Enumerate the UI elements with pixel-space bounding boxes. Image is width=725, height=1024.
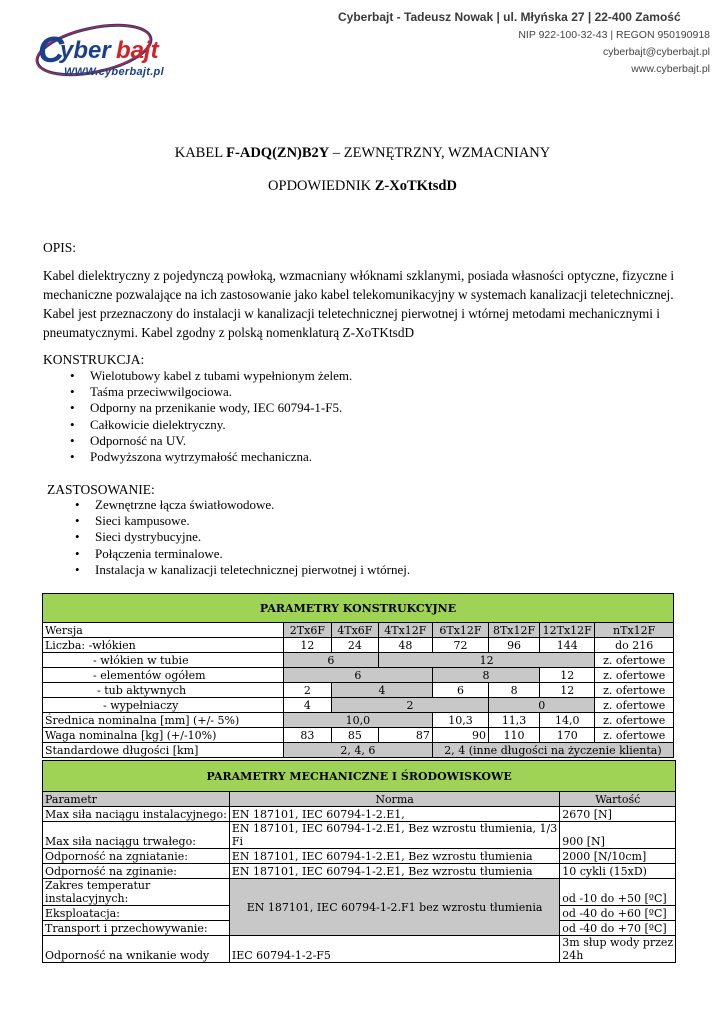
- table-row: Wersja 2Tx6F 4Tx6F 4Tx12F 6Tx12F 8Tx12F 12Tx12F nTx12F: [43, 623, 674, 638]
- list-item: • Sieci kampusowe.: [69, 513, 410, 529]
- table-row: Eksploatacja: od -40 do +60 [ºC]: [43, 906, 676, 921]
- table-row: - wypełniaczy 4 2 0 z. ofertowe: [43, 698, 674, 713]
- zastosowanie-list: [69, 497, 410, 578]
- list-item: • Odporność na UV.: [64, 433, 352, 449]
- parametry-konstrukcyjne-table: [42, 593, 674, 758]
- table-row: Odporność na zginanie: EN 187101, IEC 60794-1-2.E1, Bez wzrostu tłumienia 10 cykli (15xD): [43, 864, 676, 879]
- table-row: - tub aktywnych 2 4 6 8 12 z. ofertowe: [43, 683, 674, 698]
- table-row: Liczba: -włókien 12 24 48 72 96 144 do 216: [43, 638, 674, 653]
- title-line-2: OPDOWIEDNIK Z-XoTKtsdD: [268, 178, 457, 194]
- svg-text:C: C: [38, 29, 64, 70]
- svg-text:yber: yber: [60, 37, 111, 64]
- konstrukcja-list: [64, 368, 352, 465]
- table-row: Max siła naciągu instalacyjnego: EN 187101, IEC 60794-1-2.E1, 2670 [N]: [43, 807, 676, 822]
- svg-text:bajt: bajt: [116, 37, 159, 64]
- email-line: cyberbajt@cyberbajt.pl: [603, 46, 710, 58]
- table-row: Średnica nominalna [mm] (+/- 5%) 10,0 10,3 11,3 14,0 z. ofertowe: [43, 713, 674, 728]
- opis-heading: OPIS:: [43, 240, 77, 255]
- table-row: Parametr Norma Wartość: [43, 792, 676, 807]
- table-row: Odporność na zgniatanie: EN 187101, IEC 60794-1-2.E1, Bez wzrostu tłumienia 2000 [N/10cm]: [43, 849, 676, 864]
- list-item: • Wielotubowy kabel z tubami wypełnionym żelem.: [64, 368, 352, 384]
- table-row: Odporność na wnikanie wody IEC 60794-1-2-F5 3m słup wody przez 24h: [43, 936, 676, 963]
- table-row: Zakres temperatur instalacyjnych: EN 187101, IEC 60794-1-2.F1 bez wzrostu tłumienia od -10 do +50 [ºC]: [43, 879, 676, 906]
- parametry-mechaniczne-table: [42, 760, 676, 963]
- nip-regon-line: NIP 922-100-32-43 | REGON 950190918: [518, 29, 710, 41]
- list-item: • Połączenia terminalowe.: [69, 546, 410, 562]
- table-row: - elementów ogółem 6 8 12 z. ofertowe: [43, 668, 674, 683]
- table-title: PARAMETRY KONSTRUKCYJNE: [43, 594, 674, 623]
- table-row: Waga nominalna [kg] (+/-10%) 83 85 87 90 110 170 z. ofertowe: [43, 728, 674, 743]
- konstrukcja-heading: KONSTRUKCJA:: [43, 352, 145, 367]
- zastosowanie-heading: ZASTOSOWANIE:: [47, 482, 155, 497]
- list-item: • Całkowicie dielektryczny.: [64, 417, 352, 433]
- company-line: Cyberbajt - Tadeusz Nowak | ul. Młyńska 27 | 22-400 Zamość: [338, 10, 681, 24]
- website-line: www.cyberbajt.pl: [631, 63, 710, 75]
- logo-url: WWW.cyberbajt.pl: [64, 66, 164, 78]
- table-row: Transport i przechowywanie: od -40 do +70 [ºC]: [43, 921, 676, 936]
- table-row: - włókien w tubie 6 12 z. ofertowe: [43, 653, 674, 668]
- list-item: • Odporny na przenikanie wody, IEC 60794-1-F5.: [64, 400, 352, 416]
- title-line-1: KABEL F-ADQ(ZN)B2Y – ZEWNĘTRZNY, WZMACNIANY: [174, 145, 551, 161]
- list-item: • Zewnętrzne łącza światłowodowe.: [69, 497, 410, 513]
- list-item: • Instalacja w kanalizacji teletechnicznej pierwotnej i wtórnej.: [69, 562, 410, 578]
- list-item: • Podwyższona wytrzymałość mechaniczna.: [64, 449, 352, 465]
- opis-text: Kabel dielektryczny z pojedynczą powłoką, wzmacniany włóknami szklanymi, posiada własności optyczne, fizyczne i mechaniczne pozwalające na ich zastosowanie jako kabel telekomunikacyjny w systemach kanalizacji teletechnicznej. Kabel jest przeznaczony do instalacji w kanalizacji teletechnicznej pierwotnej i wtórnej metodami mechanicznymi i pneumatycznymi. Kabel zgodny z polską nomenklaturą Z-XoTKtsdD: [43, 268, 675, 340]
- table-row: Max siła naciągu trwałego: EN 187101, IEC 60794-1-2.E1, Bez wzrostu tłumienia, 1/3 Fi 900 [N]: [43, 822, 676, 849]
- list-item: • Taśma przeciwwilgociowa.: [64, 384, 352, 400]
- table-title: PARAMETRY MECHANICZNE I ŚRODOWISKOWE: [43, 761, 676, 792]
- table-row: Standardowe długości [km] 2, 4, 6 2, 4 (inne długości na życzenie klienta): [43, 743, 674, 758]
- list-item: • Sieci dystrybucyjne.: [69, 529, 410, 545]
